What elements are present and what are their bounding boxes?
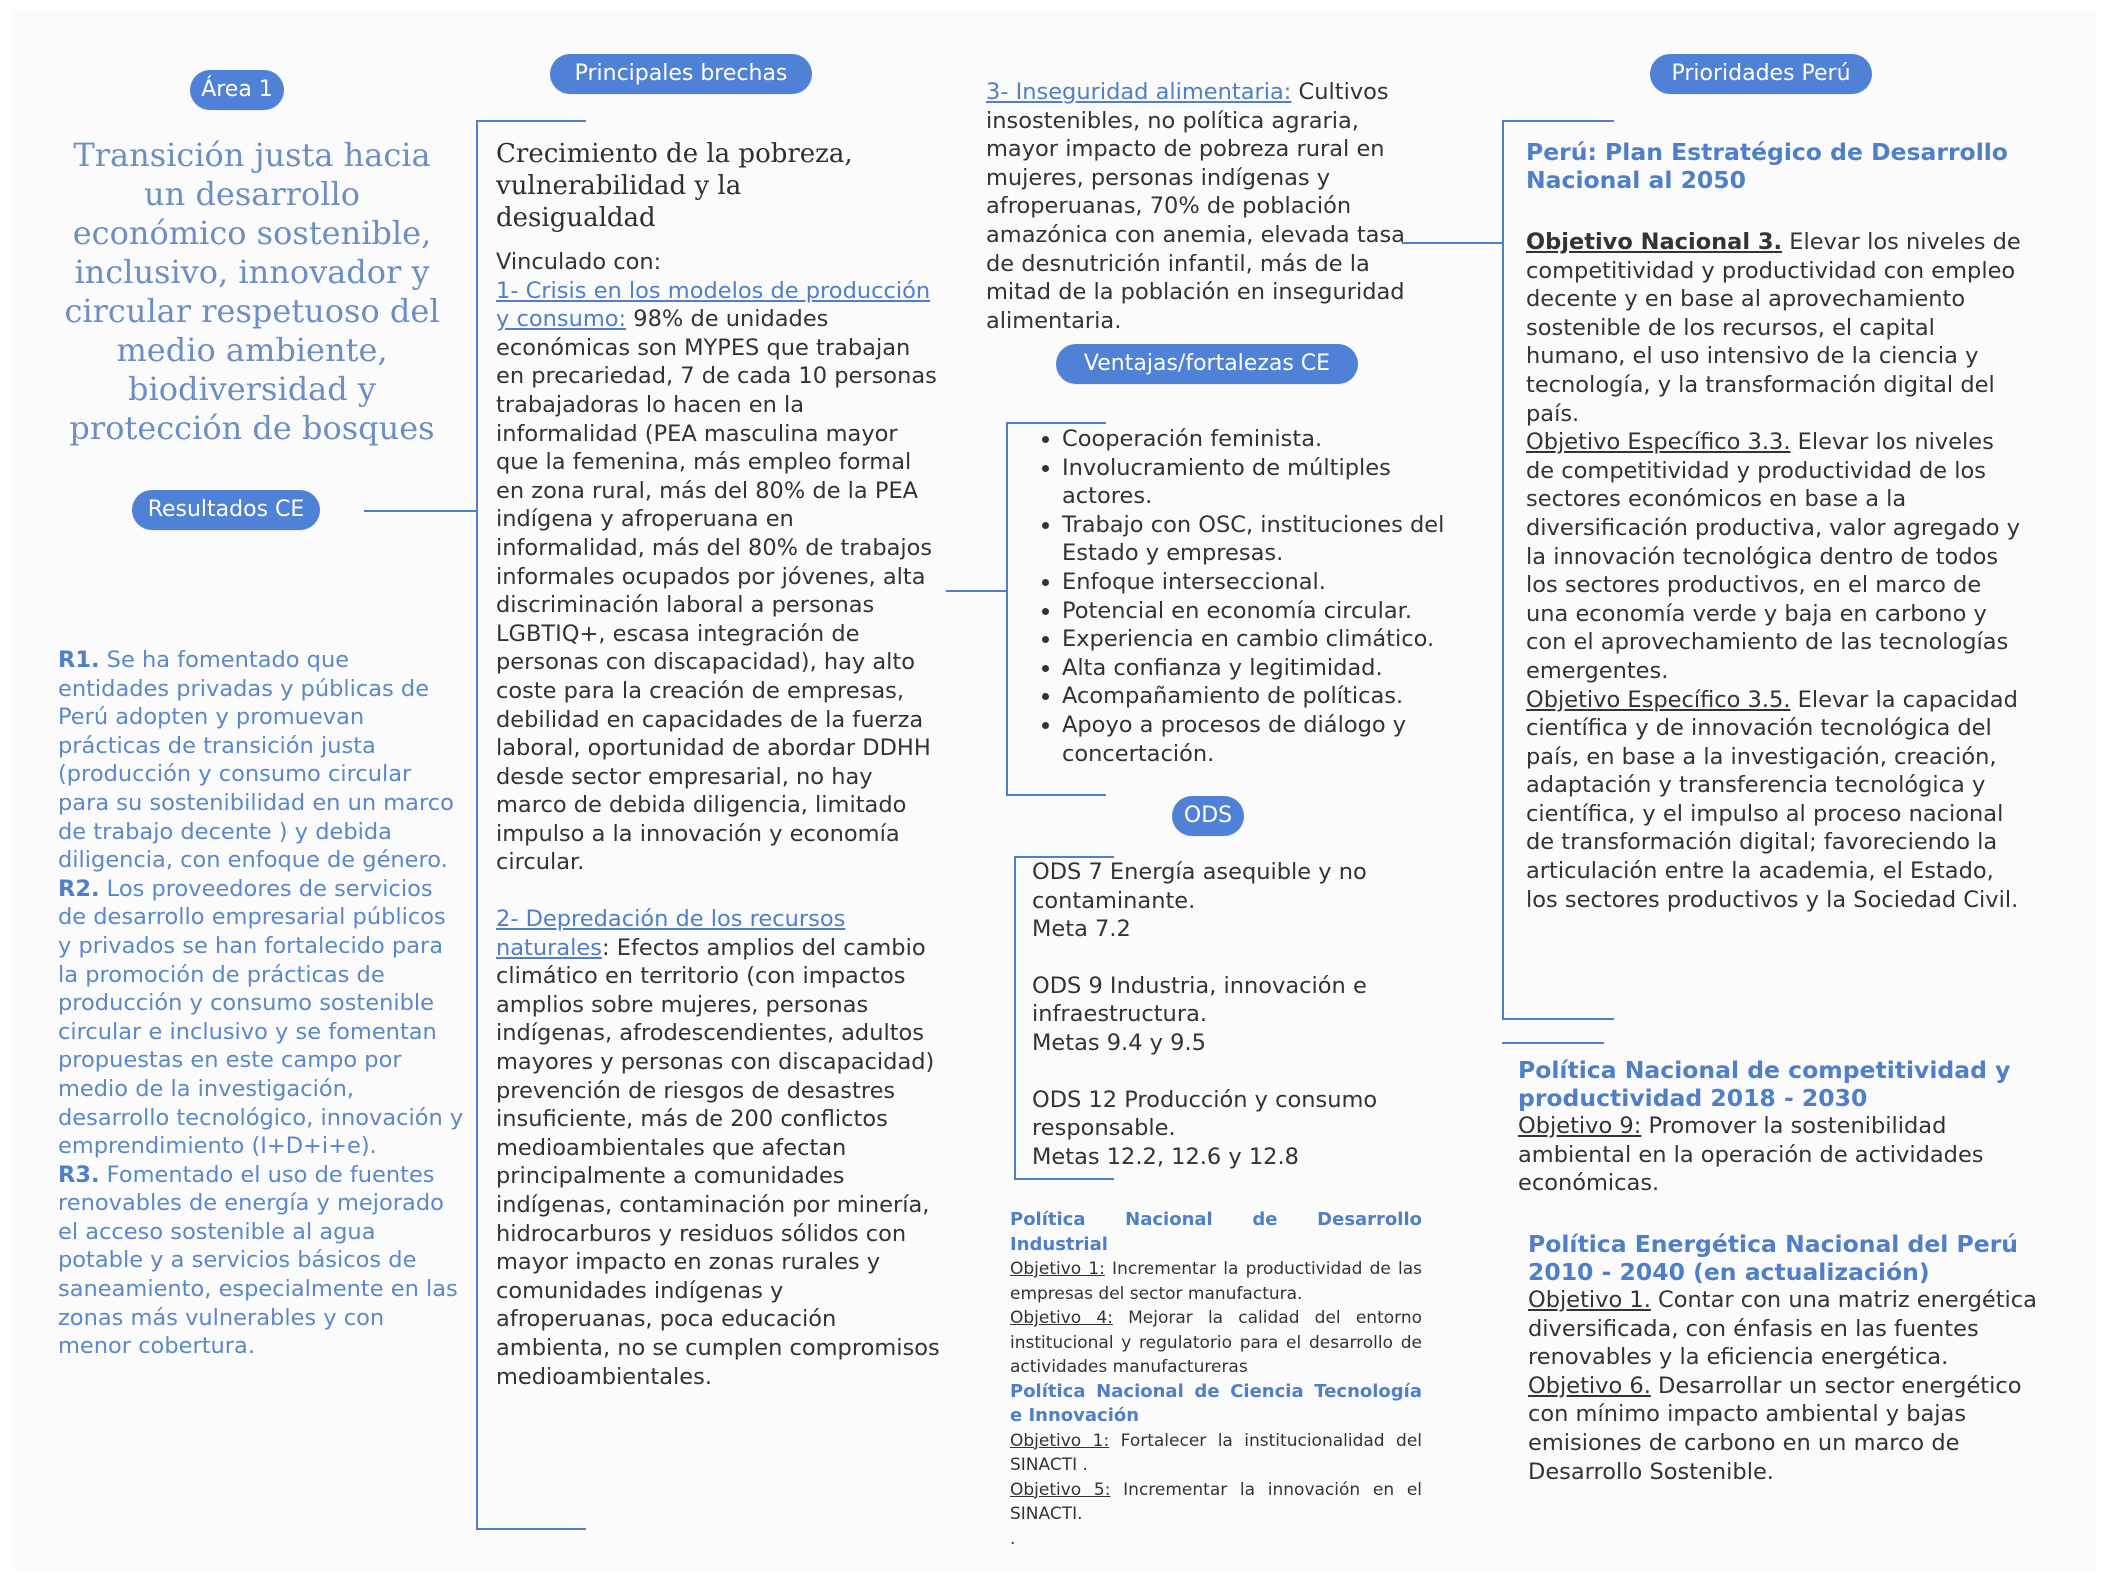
ventajas-list	[1022, 425, 1446, 768]
pncti-obj-5	[1010, 1478, 1422, 1527]
ventajas-bracket-bottom	[1006, 794, 1106, 796]
r1-label: R1.	[58, 647, 100, 673]
objetivo-especifico-3-3	[1526, 428, 2026, 685]
ventaja-item: • Apoyo a procesos de diálogo y concertación.	[1062, 711, 1446, 768]
pncp-o9-text: Promover la sostenibilidad ambiental en la operación de actividades económicas.	[1518, 1113, 1984, 1197]
ventaja-item: • Cooperación feminista.	[1062, 425, 1446, 454]
prioridades-bracket	[1502, 120, 1504, 1020]
pndi-o1-text: Incrementar la productividad de las empresas del sector manufactura.	[1010, 1259, 1423, 1304]
resultados-list	[58, 646, 464, 1361]
prioridades-bracket-top	[1502, 120, 1614, 122]
pncp-o9-label: Objetivo 9:	[1518, 1113, 1642, 1139]
pncp-obj-9	[1518, 1112, 2038, 1198]
ods-12-name: ODS 12 Producción y consumo responsable.	[1032, 1086, 1378, 1142]
brechas-bracket	[476, 120, 478, 1530]
bracket-bottom	[476, 1528, 586, 1530]
pncp-title: Política Nacional de competitividad y productividad 2018 - 2030	[1518, 1056, 2011, 1112]
pndi-obj-1	[1010, 1257, 1422, 1306]
ventaja-item: • Potencial en economía circular.	[1062, 597, 1446, 626]
plan-objetivos	[1526, 228, 2026, 914]
ods-bracket	[1014, 856, 1016, 1180]
pndi-title: Política Nacional de Desarrollo Industrial	[1010, 1209, 1422, 1255]
pndi-o4-label: Objetivo 4:	[1010, 1308, 1113, 1328]
oe35-label: Objetivo Específico 3.5.	[1526, 686, 1791, 713]
ventaja-item: • Involucramiento de múltiples actores.	[1062, 454, 1446, 511]
pen-o6-label: Objetivo 6.	[1528, 1372, 1651, 1399]
ods-9	[1032, 972, 1432, 1058]
brechas-body	[496, 248, 942, 1391]
brecha-1-text: 98% de unidades económicas son MYPES que trabajan en precariedad, 7 de cada 10 personas trabajadoras lo hacen en la informalidad (PEA masculina mayor que la femenina, más empleo formal en zona rural, más del 80% de la PEA indígena y afroperuana en informalidad, más del 80% de trabajos informales ocupados por jóvenes, alta discriminación laboral a personas LGBTIQ+, escasa integración de personas con discapacidad), hay alto coste para la creación de empresas, debilidad en capacidades de la fuerza laboral, oportunidad de abordar DDHH desde sector empresarial, no hay marco de debida diligencia, limitado impulso a la innovación y economía circular.	[496, 306, 937, 876]
ventaja-item: • Trabajo con OSC, instituciones del Estado y empresas.	[1062, 511, 1446, 568]
objetivo-especifico-3-5	[1526, 686, 2026, 915]
brechas-pill: Principales brechas	[550, 54, 812, 94]
ods-pill: ODS	[1172, 796, 1244, 836]
brecha-2-link[interactable]: 2- Depredación de los recursos naturales	[496, 906, 846, 961]
plan-title: Perú: Plan Estratégico de Desarrollo Nacional al 2050	[1526, 138, 2008, 194]
pncti-o5-label: Objetivo 5:	[1010, 1479, 1111, 1500]
brecha-1-link[interactable]: 1- Crisis en los modelos de producción y consumo:	[496, 277, 931, 333]
connector-line	[364, 510, 476, 512]
politica-energetica	[1528, 1230, 2038, 1486]
brecha-2	[496, 905, 942, 1391]
brecha-3-text: Cultivos insostenibles, no política agraria, mayor impacto de pobreza rural en mujeres, personas indígenas y afroperuanas, 70% de población amazónica con anemia, elevada tasa de desnutrición infantil, más de la mitad de la población en inseguridad alimentaria.	[986, 79, 1405, 334]
ods-9-meta: Metas 9.4 y 9.5	[1032, 1029, 1206, 1056]
objetivo-nacional-3	[1526, 228, 2026, 428]
ods-7-name: ODS 7 Energía asequible y no contaminante.	[1032, 859, 1367, 914]
oe35-text: Elevar la capacidad científica y de innovación tecnológica del país, en base a la investigación, creación, adaptación y transferencia tecnológica y científica, y el impulso al proceso nacional de transformación digital; favoreciendo la articulación entre la academia, el Estado, los sectores productivos y la Sociedad Civil.	[1526, 686, 2019, 913]
ventaja-item: • Acompañamiento de políticas.	[1062, 682, 1446, 711]
on3-text: Elevar los niveles de competitividad y productividad con empleo decente y en base al aprovechamiento sostenible de los recursos, el capital humano, el uso intensivo de la ciencia y tecnología, y la transformación digital del país.	[1526, 229, 2021, 427]
oe33-label: Objetivo Específico 3.3.	[1526, 429, 1791, 456]
result-r1	[58, 646, 464, 875]
ods-7-meta: Meta 7.2	[1032, 916, 1131, 943]
ods-bracket-bottom	[1014, 1178, 1114, 1180]
brecha-2-text: : Efectos amplios del cambio climático en territorio (con impactos amplios sobre mujeres, personas indígenas, afrodescendientes, adultos mayores y personas con discapacidad) prevención de riesgos de desastres insuficiente, más de 200 conflictos medioambientales que afectan principalmente a comunidades indígenas, contaminación por minería, hidrocarburos y residuos sólidos con mayor impacto en zonas rurales y comunidades indígenas y afroperuanas, poca educación ambienta, no se cumplen compromisos medioambientales.	[496, 934, 940, 1390]
pncti-title: Política Nacional de Ciencia Tecnología e Innovación	[1010, 1380, 1422, 1426]
pen-o6-text: Desarrollar un sector energético con mínimo impacto ambiental y bajas emisiones de carbono en un marco de Desarrollo Sostenible.	[1528, 1372, 2022, 1485]
resultados-pill: Resultados CE	[132, 490, 320, 530]
r3-label: R3.	[58, 1161, 100, 1188]
ods-12	[1032, 1086, 1432, 1172]
ventaja-item: • Enfoque interseccional.	[1062, 568, 1446, 597]
prioridades-connector	[1402, 242, 1502, 244]
ods-7	[1032, 858, 1432, 944]
brecha-1	[496, 277, 942, 877]
result-r2	[58, 875, 464, 1161]
ventaja-item: • Experiencia en cambio climático.	[1062, 625, 1446, 654]
r1-text: Se ha fomentado que entidades privadas y públicas de Perú adopten y promuevan prácticas de transición justa (producción y consumo circular para su sostenibilidad en un marco de trabajo decente ) y debida diligencia, con enfoque de género.	[58, 647, 454, 874]
brechas-heading: Crecimiento de la pobreza, vulnerabilidad y la desigualdad	[496, 139, 853, 233]
ods-9-name: ODS 9 Industria, innovación e infraestructura.	[1032, 972, 1367, 1028]
ods-12-meta: Metas 12.2, 12.6 y 12.8	[1032, 1143, 1299, 1170]
pncti-o5-text: Incrementar la innovación en el SINACTI.	[1010, 1479, 1422, 1524]
pndi-obj-4	[1010, 1306, 1422, 1380]
brecha-3	[986, 78, 1416, 335]
pen-title: Política Energética Nacional del Perú 2010 - 2040 (en actualización)	[1528, 1230, 2019, 1286]
trailing-dot: .	[1010, 1528, 1016, 1549]
pncti-o1-text: Fortalecer la institucionalidad del SINACTI .	[1010, 1430, 1422, 1475]
ventajas-pill: Ventajas/fortalezas CE	[1056, 344, 1358, 384]
ods-list	[1032, 858, 1432, 1171]
r2-label: R2.	[58, 875, 100, 902]
oe33-text: Elevar los niveles de competitividad y productividad de los sectores económicos en base a la diversificación productiva, valor agregado y la innovación tecnológica dentro de todos los sectores productivos, en el marco de una economía verde y baja en carbono y con el aprovechamiento de las tecnologías emergentes.	[1526, 429, 2021, 684]
brecha-3-link[interactable]: 3- Inseguridad alimentaria:	[986, 79, 1292, 105]
politicas-industria	[1010, 1208, 1422, 1551]
politica-competitividad	[1518, 1056, 2038, 1198]
linked-label: Vinculado con:	[496, 249, 662, 275]
pncti-obj-1	[1010, 1429, 1422, 1478]
politica-divider	[1502, 1042, 1604, 1044]
pen-o1-label: Objetivo 1.	[1528, 1287, 1651, 1313]
pndi-o4-text: Mejorar la calidad del entorno institucional y regulatorio para el desarrollo de actividades manufactureras	[1010, 1308, 1422, 1377]
r3-text: Fomentado el uso de fuentes renovables de energía y mejorado el acceso sostenible al agua potable y a servicios básicos de saneamiento, especialmente en las zonas más vulnerables y con menor cobertura.	[58, 1161, 458, 1360]
r2-text: Los proveedores de servicios de desarrollo empresarial públicos y privados se han fortalecido para la promoción de prácticas de producción y consumo sostenible circular e inclusivo y se fomentan propuestas en este campo por medio de la investigación, desarrollo tecnológico, innovación y emprendimiento (I+D+i+e).	[58, 875, 464, 1160]
pndi-o1-label: Objetivo 1:	[1010, 1259, 1105, 1279]
area-pill: Área 1	[190, 70, 284, 110]
ventajas-bracket-top	[1006, 422, 1106, 424]
infographic-page	[12, 10, 2096, 1570]
ventaja-item: • Alta confianza y legitimidad.	[1062, 654, 1446, 683]
ventajas-bracket	[1006, 422, 1008, 796]
pncti-o1-label: Objetivo 1:	[1010, 1430, 1110, 1451]
pen-obj-6	[1528, 1372, 2038, 1486]
prioridades-pill: Prioridades Perú	[1650, 54, 1872, 94]
pen-obj-1	[1528, 1286, 2038, 1372]
on3-label: Objetivo Nacional 3.	[1526, 229, 1783, 255]
prioridades-bracket-bottom	[1502, 1018, 1614, 1020]
area-title: Transición justa hacia un desarrollo económico sostenible, inclusivo, innovador y circular respetuoso del medio ambiente, biodiversidad y protección de bosques	[64, 136, 440, 447]
bracket-top	[476, 120, 586, 122]
result-r3	[58, 1161, 464, 1361]
pen-o1-text: Contar con una matriz energética diversificada, con énfasis en las fuentes renovables y la eficiencia energética.	[1528, 1287, 2037, 1371]
ventajas-connector	[946, 590, 1006, 592]
